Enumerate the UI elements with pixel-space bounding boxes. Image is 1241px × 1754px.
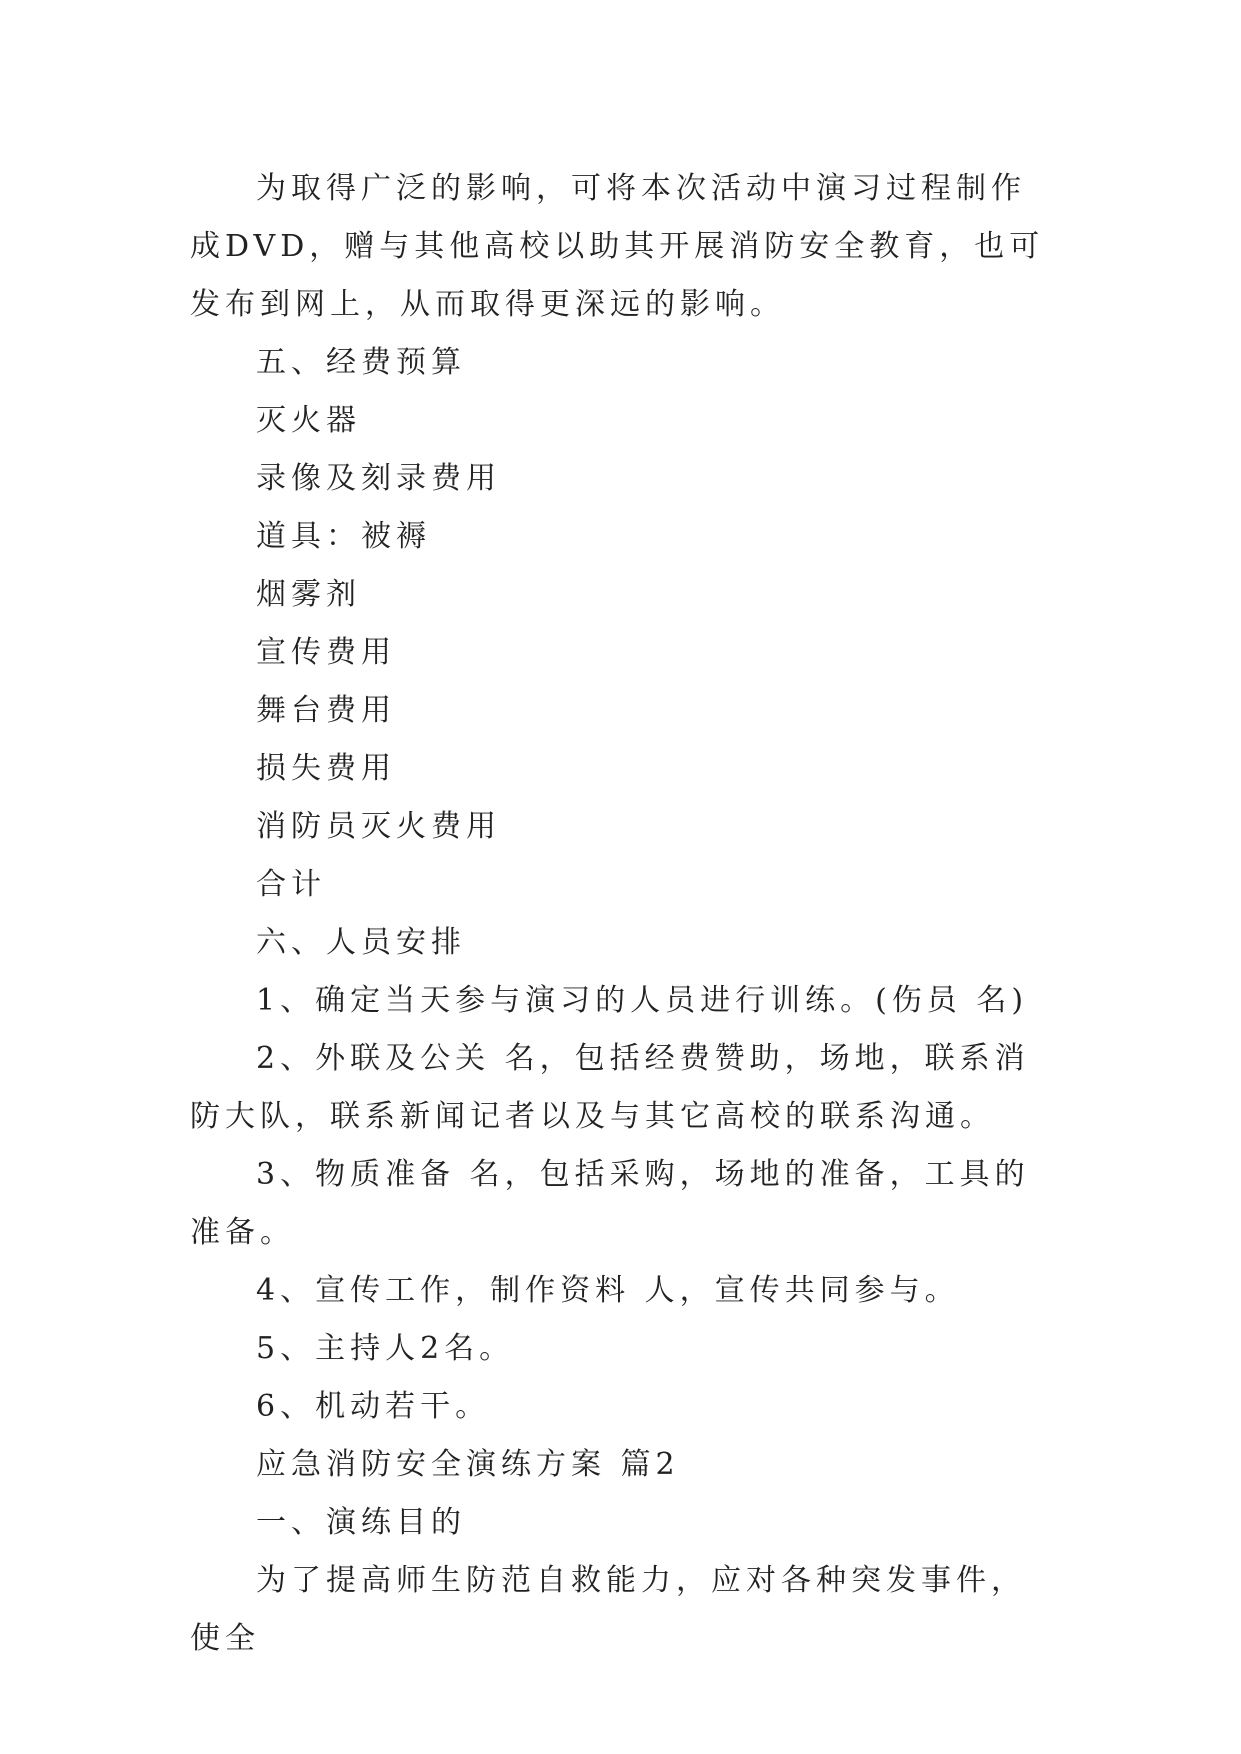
- personnel-item-3: 3、物质准备 名，包括采购，场地的准备，工具的准备。: [190, 1157, 1030, 1250]
- personnel-item-2: 2、外联及公关 名，包括经费赞助，场地，联系消防大队，联系新闻记者以及与其它高校的联系沟通。: [190, 1041, 1030, 1134]
- budget-item-props: 道具：被褥: [256, 519, 431, 554]
- budget-item-stage: 舞台费用: [256, 693, 396, 728]
- budget-total: 合计: [256, 867, 326, 902]
- budget-item-publicity: 宣传费用: [256, 635, 396, 670]
- section-title-plan-2: 应急消防安全演练方案 篇2: [256, 1447, 680, 1482]
- paragraph-purpose: 为了提高师生防范自救能力，应对各种突发事件，使全: [190, 1563, 1026, 1656]
- heading-budget: 五、经费预算: [256, 345, 466, 380]
- budget-item-recording: 录像及刻录费用: [256, 461, 501, 496]
- budget-item-loss: 损失费用: [256, 751, 396, 786]
- budget-item-firefighter: 消防员灭火费用: [256, 809, 501, 844]
- document-body: [190, 160, 1060, 1668]
- paragraph-intro: 为取得广泛的影响，可将本次活动中演习过程制作成DVD，赠与其他高校以助其开展消防安全教育，也可发布到网上，从而取得更深远的影响。: [190, 171, 1045, 322]
- personnel-item-1: 1、确定当天参与演习的人员进行训练。(伤员 名): [256, 983, 1029, 1018]
- budget-item-smoke: 烟雾剂: [256, 577, 361, 612]
- budget-item-extinguisher: 灭火器: [256, 403, 361, 438]
- personnel-item-5: 5、主持人2名。: [256, 1331, 515, 1366]
- personnel-item-6: 6、机动若干。: [256, 1389, 491, 1424]
- heading-personnel: 六、人员安排: [256, 925, 466, 960]
- personnel-item-4: 4、宣传工作，制作资料 人，宣传共同参与。: [256, 1273, 960, 1308]
- heading-purpose: 一、演练目的: [256, 1505, 466, 1540]
